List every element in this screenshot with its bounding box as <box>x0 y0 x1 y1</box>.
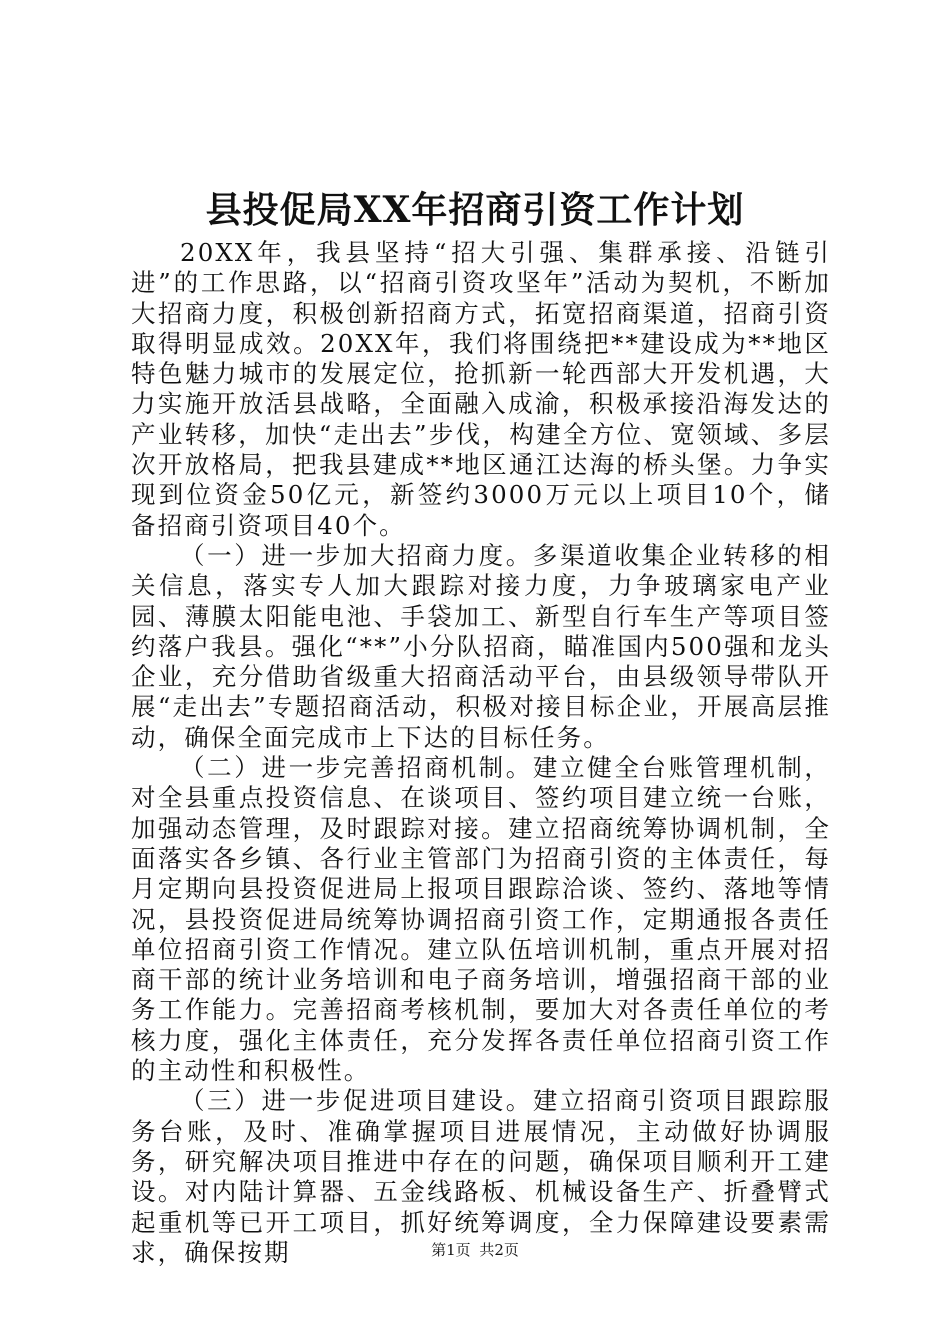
paragraph-section-1: （一）进一步加大招商力度。多渠道收集企业转移的相关信息，落实专人加大跟踪对接力度，力争玻璃家电产业园、薄膜太阳能电池、手袋加工、新型自行车生产等项目签约落户我县。强化“**”小分队招商，瞄准国内500强和龙头企业，充分借助省级重大招商活动平台，由县级领导带队开展“走出去”专题招商活动，积极对接目标企业，开展高层推动，确保全面完成市上下达的目标任务。 <box>131 540 831 752</box>
page-total: 共2页 <box>479 1241 519 1259</box>
page-number: 第1页 <box>431 1241 471 1259</box>
document-title: 县投促局XX年招商引资工作计划 <box>205 189 745 231</box>
paragraph-intro: 20XX年，我县坚持“招大引强、集群承接、沿链引进”的工作思路，以“招商引资攻坚年”活动为契机，不断加大招商力度，积极创新招商方式，拓宽招商渠道，招商引资取得明显成效。20XX年，我们将围绕把**建设成为**地区特色魅力城市的发展定位，抢抓新一轮西部大开发机遇，大力实施开放活县战略，全面融入成渝，积极承接沿海发达的产业转移，加快“走出去”步伐，构建全方位、宽领域、多层次开放格局，把我县建成**地区通江达海的桥头堡。力争实现到位资金50亿元，新签约3000万元以上项目10个，储备招商引资项目40个。 <box>131 238 831 540</box>
paragraph-section-3: （三）进一步促进项目建设。建立招商引资项目跟踪服务台账，及时、准确掌握项目进展情况，主动做好协调服务，研究解决项目推进中存在的问题，确保项目顺利开工建设。对内陆计算器、五金线路板、机械设备生产、折叠臂式起重机等已开工项目，抓好统筹调度，全力保障建设要素需求，确保按期 <box>131 1086 831 1267</box>
document-body <box>131 238 831 1268</box>
page-footer <box>0 1240 950 1260</box>
paragraph-section-2: （二）进一步完善招商机制。建立健全台账管理机制，对全县重点投资信息、在谈项目、签约项目建立统一台账，加强动态管理，及时跟踪对接。建立招商统筹协调机制，全面落实各乡镇、各行业主管部门为招商引资的主体责任，每月定期向县投资促进局上报项目跟踪洽谈、签约、落地等情况，县投资促进局统筹协调招商引资工作，定期通报各责任单位招商引资工作情况。建立队伍培训机制，重点开展对招商干部的统计业务培训和电子商务培训，增强招商干部的业务工作能力。完善招商考核机制，要加大对各责任单位的考核力度，强化主体责任，充分发挥各责任单位招商引资工作的主动性和积极性。 <box>131 753 831 1086</box>
